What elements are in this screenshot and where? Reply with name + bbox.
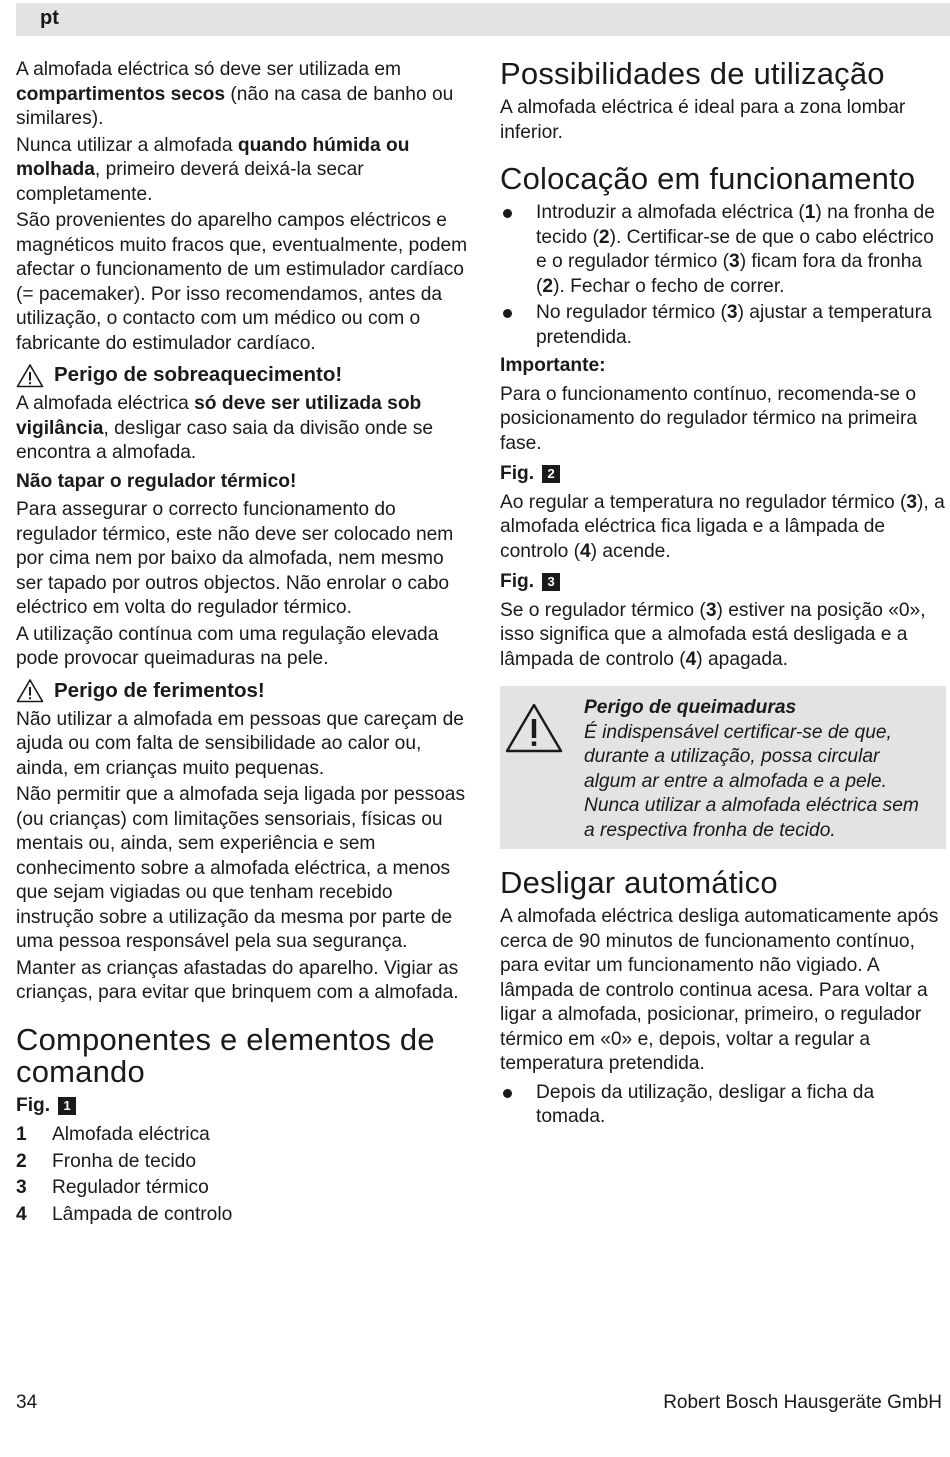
warning-triangle-icon: [16, 678, 44, 703]
list-item: Depois da utilização, desligar a ficha da tomada.: [500, 1081, 946, 1130]
box-title: Perigo de queimaduras: [584, 697, 797, 718]
left-column: [16, 58, 468, 1228]
paragraph-burns: A utilização contínua com uma regulação elevada pode provocar queimaduras na pele.: [16, 623, 439, 669]
auto-off-list: [500, 1081, 946, 1130]
paragraph-dry-rooms: A almofada eléctrica só deve ser utilizada em compartimentos secos (não na casa de banho ou similares).: [16, 59, 454, 129]
list-item: 3 Regulador térmico: [16, 1177, 209, 1198]
list-item: No regulador térmico (3) ajustar a temperatura pretendida.: [500, 301, 946, 350]
paragraph-important: Para o funcionamento contínuo, recomenda-se o posicionamento do regulador térmico na primeira fase.: [500, 383, 918, 454]
figure-ref-1: Fig. 1: [16, 1094, 468, 1119]
page-number: 34: [16, 1392, 38, 1413]
list-item: 1 Almofada eléctrica: [16, 1124, 210, 1145]
figure-number-badge: 2: [542, 465, 560, 483]
figure-ref-3: Fig. 3: [500, 570, 946, 595]
subheading-do-not-cover: Não tapar o regulador térmico!: [16, 470, 297, 492]
paragraph-regulator: Para assegurar o correcto funcionamento do regulador térmico, este não deve ser colocado nem por cima nem por baixo da almofada, nem mesmo ser tapado por outros objectos. Não enrolar o cabo eléctrico em volta do regulador térmico.: [16, 499, 454, 618]
components-list: [16, 1122, 468, 1228]
subheading-important: Importante:: [500, 355, 606, 376]
paragraph-limitations: Não permitir que a almofada seja ligada por pessoas (ou crianças) com limitações sensoriais, físicas ou mentais ou, ainda, sem experiência e sem conhecimento sobre a almofada eléctrica, a menos que sejam vigiadas ou que tenham recebido instrução sobre a utilização da mesma por parte de uma pessoa responsável pela sua segurança.: [16, 784, 466, 952]
list-item: Introduzir a almofada eléctrica (1) na fronha de tecido (2). Certificar-se de que o cabo eléctrico e o regulador térmico (3) ficam fora da fronha (2). Fechar o fecho de correr.: [500, 201, 946, 299]
paragraph-uses: A almofada eléctrica é ideal para a zona lombar inferior.: [500, 97, 906, 143]
company-name: Robert Bosch Hausgeräte GmbH: [663, 1392, 942, 1413]
language-code: pt: [40, 7, 59, 29]
paragraph-fig2: Ao regular a temperatura no regulador térmico (3), a almofada eléctrica fica ligada e a lâmpada de controlo (4) acende.: [500, 491, 945, 562]
warning-triangle-icon: [16, 363, 44, 388]
figure-number-badge: 1: [58, 1097, 76, 1115]
box-text: É indispensável certificar-se de que, durante a utilização, possa circular algum ar entre a almofada e a pele. Nunca utilizar a almofada eléctrica sem a respectiva fronha de tecido.: [584, 721, 919, 841]
figure-number-badge: 3: [542, 573, 560, 591]
heading-uses: Possibilidades de utilização: [500, 56, 885, 91]
heading-components: Componentes e elementos de comando: [16, 1021, 435, 1089]
paragraph-fig3: Se o regulador térmico (3) estiver na posição «0», isso significa que a almofada está desligada e a lâmpada de controlo (4) apagada.: [500, 599, 926, 670]
heading-start: Colocação em funcionamento: [500, 161, 916, 196]
figure-ref-2: Fig. 2: [500, 462, 946, 487]
paragraph-supervision: A almofada eléctrica só deve ser utilizada sob vigilância, desligar caso saia da divisão onde se encontra a almofada.: [16, 393, 434, 463]
heading-auto-off: Desligar automático: [500, 865, 778, 900]
header-bar: [16, 3, 950, 36]
warning-overheating-heading: Perigo de sobreaquecimento!: [16, 362, 468, 388]
paragraph-auto-off: A almofada eléctrica desliga automaticamente após cerca de 90 minutos de funcionamento contínuo, para evitar um funcionamento não vigiado. A lâmpada de controlo continua acesa. Para voltar a ligar a almofada, posicionar, primeiro, o regulador térmico em «0» e, depois, voltar a regular a temperatura pretendida.: [500, 906, 939, 1074]
paragraph-sensitivity: Não utilizar a almofada em pessoas que careçam de ajuda ou com falta de sensibilidade ao calor ou, ainda, em crianças muito pequenas.: [16, 708, 464, 779]
list-item: 2 Fronha de tecido: [16, 1150, 196, 1172]
paragraph-children: Manter as crianças afastadas do aparelho. Vigiar as crianças, para evitar que brinquem com a almofada.: [16, 957, 459, 1003]
warning-injury-heading: Perigo de ferimentos!: [16, 678, 468, 704]
paragraph-wet: Nunca utilizar a almofada quando húmida ou molhada, primeiro deverá deixá-la secar completamente.: [16, 134, 410, 205]
paragraph-pacemaker: São provenientes do aparelho campos eléctricos e magnéticos muito fracos que, eventualmente, podem afectar o funcionamento de um estimulador cardíaco (= pacemaker). Por isso recomendamos, antes da utilização, o contacto com um médico ou com o fabricante do estimulador cardíaco.: [16, 210, 468, 354]
start-steps-list: [500, 201, 946, 350]
burn-warning-box: [500, 686, 946, 849]
list-item: 4 Lâmpada de controlo: [16, 1203, 233, 1225]
right-column: [500, 58, 946, 1134]
warning-triangle-icon: [504, 702, 564, 754]
